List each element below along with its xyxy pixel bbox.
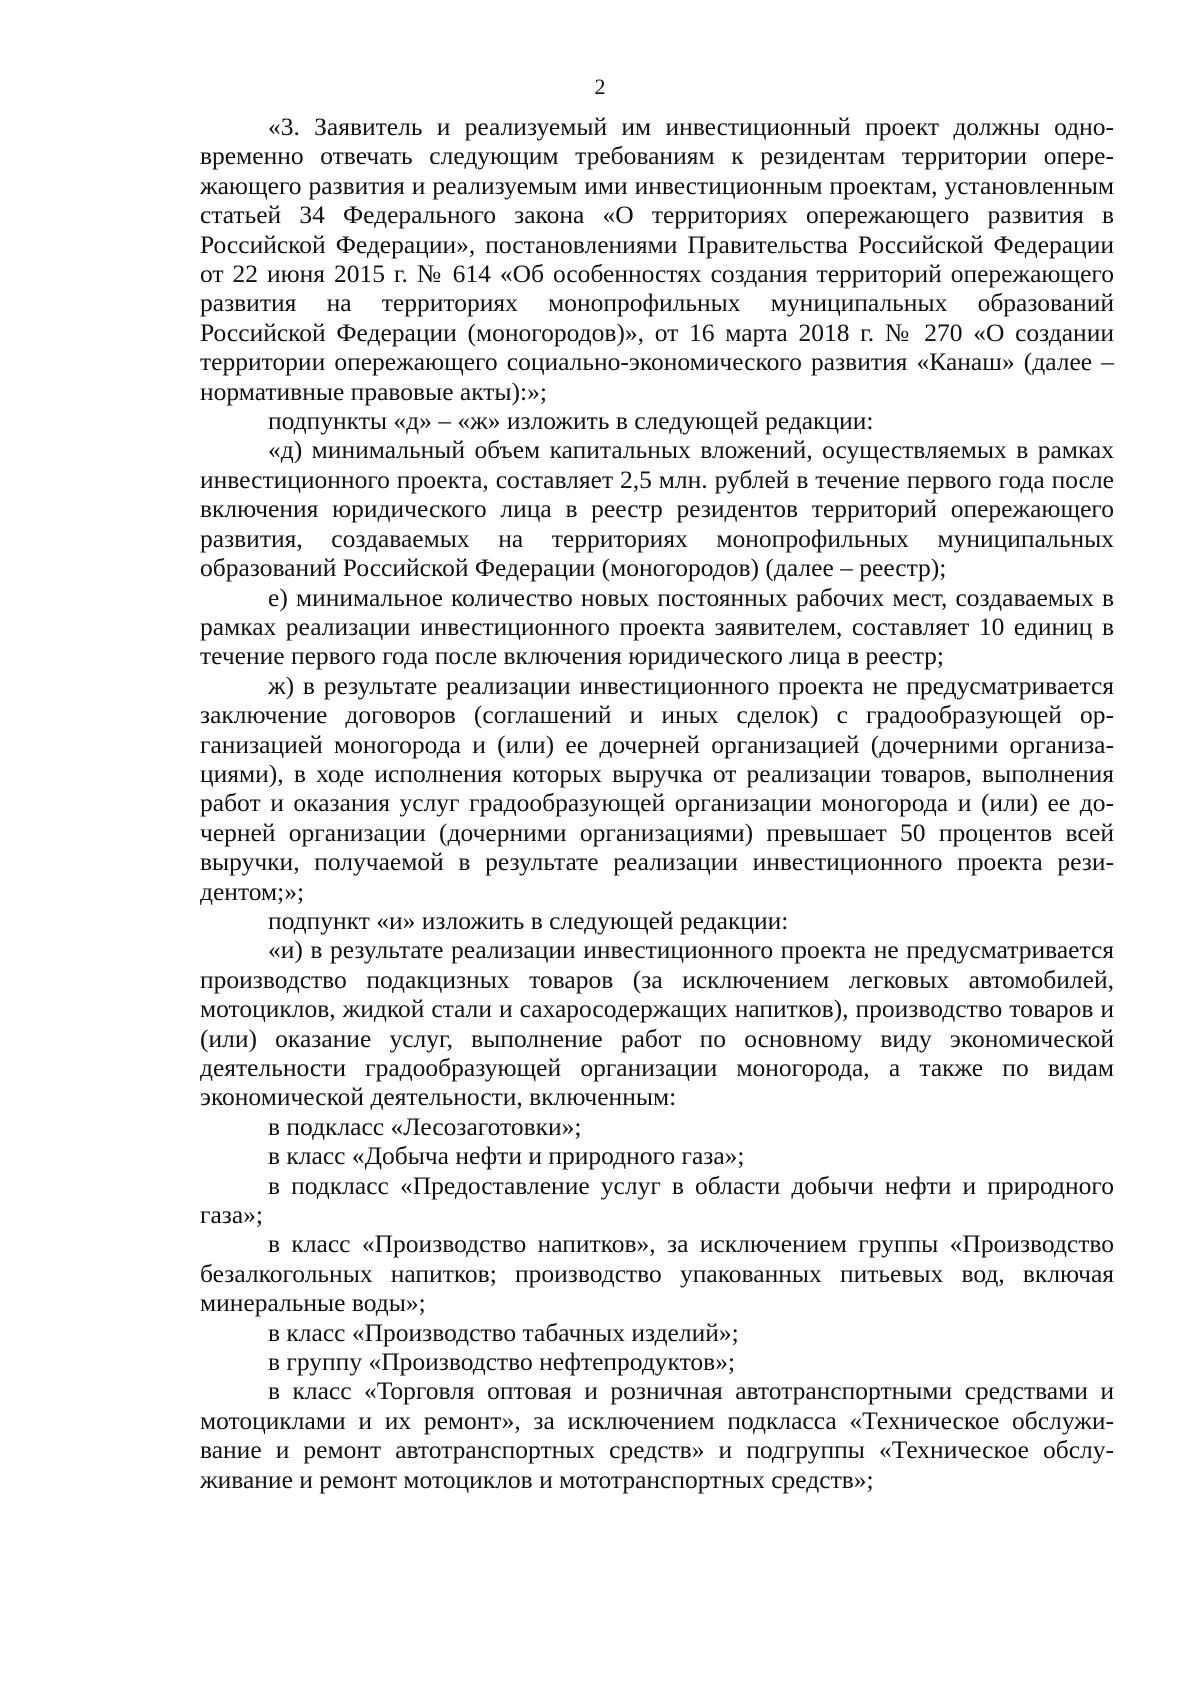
list-item-oil-gas-services: в подкласс «Предоставление услуг в области добычи нефти и природного газа»; [200, 1170, 1114, 1230]
list-item-petroleum-products: в группу «Производство нефтепродуктов»; [268, 1347, 736, 1377]
paragraph-subclauses-d-zh-intro: подпункты «д» – «ж» изложить в следующей редакции: [268, 406, 874, 436]
list-item-vehicle-trade: в класс «Торговля оптовая и розничная автотранспортными средствами и мотоциклами и их ремонт», за исключением подкласса «Техническое обслуживание и ремонт автотранспортных средств» и подгруппы «Техническое обслуживание и ремонт мотоциклов и мототранспортных средств»; [200, 1376, 1114, 1494]
paragraph-subclause-e: е) минимальное количество новых постоянных рабочих мест, создаваемых в рамках реализации инвестиционного проекта заявителем, составляет 10 единиц в течение первого года после включения юридического лица в реестр; [200, 582, 1114, 671]
list-item-tobacco: в класс «Производство табачных изделий»; [268, 1317, 739, 1347]
paragraph-subclause-i: «и) в результате реализации инвестиционного проекта не предусматривается производство подакцизных товаров (за исключением легковых автомобилей, мотоциклов, жидкой стали и сахаросодержащих напитков), производство товаров и (или) оказание услуг, выполнение работ по основному виду экономической деятельности градообразующей организации моногорода, а также по видам экономической деятельности, включенным: [200, 935, 1114, 1112]
page-number: 2 [594, 74, 606, 99]
document-body [200, 112, 1114, 1494]
paragraph-clause-3: «3. Заявитель и реализуемый им инвестиционный проект должны одновременно отвечать следующим требованиям к резидентам территории опережающего развития и реализуемым ими инвестиционным проектам, установленным статьей 34 Федерального закона «О территориях опережающего развития в Российской Федерации», постановлениями Правительства Российской Федерации от 22 июня 2015 г. № 614 «Об особенностях создания территорий опережающего развития на территориях монопрофильных муниципальных образований Российской Федерации (моногородов)», от 16 марта 2018 г. № 270 «О создании территории опережающего социально-экономического развития «Канаш» (далее – нормативные правовые акты):»; [200, 112, 1114, 406]
paragraph-subclause-zh: ж) в результате реализации инвестиционного проекта не предусматривается заключение договоров (соглашений и иных сделок) с градообразующей организацией моногорода и (или) ее дочерней организацией (дочерними организациями), в ходе исполнения которых выручка от реализации товаров, выполнения работ и оказания услуг градообразующей организации моногорода и (или) ее дочерней организации (дочерними организациями) превышает 50 процентов всей выручки, получаемой в результате реализации инвестиционного проекта резидентом;»; [200, 670, 1114, 906]
paragraph-subclause-i-intro: подпункт «и» изложить в следующей редакции: [268, 905, 789, 935]
list-item-beverages: в класс «Производство напитков», за исключением группы «Производство безалкогольных напитков; производство упакованных питьевых вод, включая минеральные воды»; [200, 1229, 1114, 1318]
list-item-oil-gas-extraction: в класс «Добыча нефти и природного газа»; [268, 1141, 745, 1171]
paragraph-subclause-d: «д) минимальный объем капитальных вложений, осуществляемых в рамках инвестиционного проекта, составляет 2,5 млн. рублей в течение первого года после включения юридического лица в реестр резидентов территорий опережающего развития, создаваемых на территориях монопрофильных муниципальных образований Российской Федерации (моногородов) (далее – реестр); [200, 435, 1114, 583]
list-item-logging: в подкласс «Лесозаготовки»; [268, 1111, 582, 1141]
